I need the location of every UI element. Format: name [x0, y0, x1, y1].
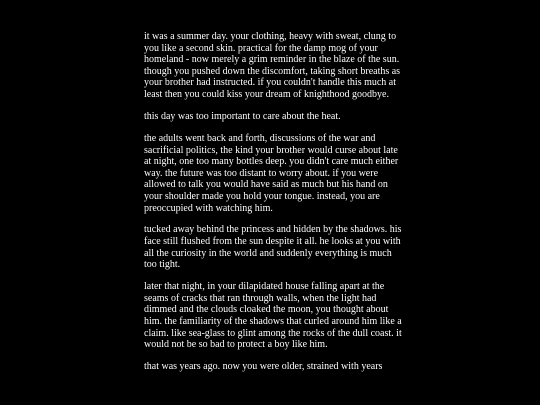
story-text [144, 31, 406, 383]
paragraph: that was years ago. now you were older, strained with years [144, 361, 383, 373]
paragraph: it was a summer day. your clothing, heavy with sweat, clung to you like a second skin. practical for the damp mog of your homeland - now merely a grim reminder in the blaze of the sun. though you pushed down the discomfort, taking short breaths as your brother had instructed. if you couldn't handle this much at least then you could kiss your dream of knighthood goodbye. [144, 31, 401, 100]
paragraph: tucked away behind the princess and hidden by the shadows. his face still flushed from the sun despite it all. he looks at you with all the curiosity in the world and suddenly everything is much too tight. [144, 224, 402, 271]
paragraph: later that night, in your dilapidated house falling apart at the seams of cracks that ran through walls, when the light had dimmed and the clouds cloaked the moon, you thought about him. the familiarity of the shadows that curled around him like a claim. like sea-glass to glint among the rocks of the dull coast. it would not be so bad to protect a boy like him. [144, 281, 402, 351]
paragraph: the adults went back and forth, discussions of the war and sacrificial politics, the kind your brother would curse about late at night, one too many bottles deep. you didn't care much either way. the future was too distant to worry about. if you were allowed to talk you would have said as much but his hand on your shoulder made you hold your tongue. instead, you are preoccupied with watching him. [144, 132, 399, 214]
paragraph: this day was too important to care about the heat. [144, 110, 341, 122]
